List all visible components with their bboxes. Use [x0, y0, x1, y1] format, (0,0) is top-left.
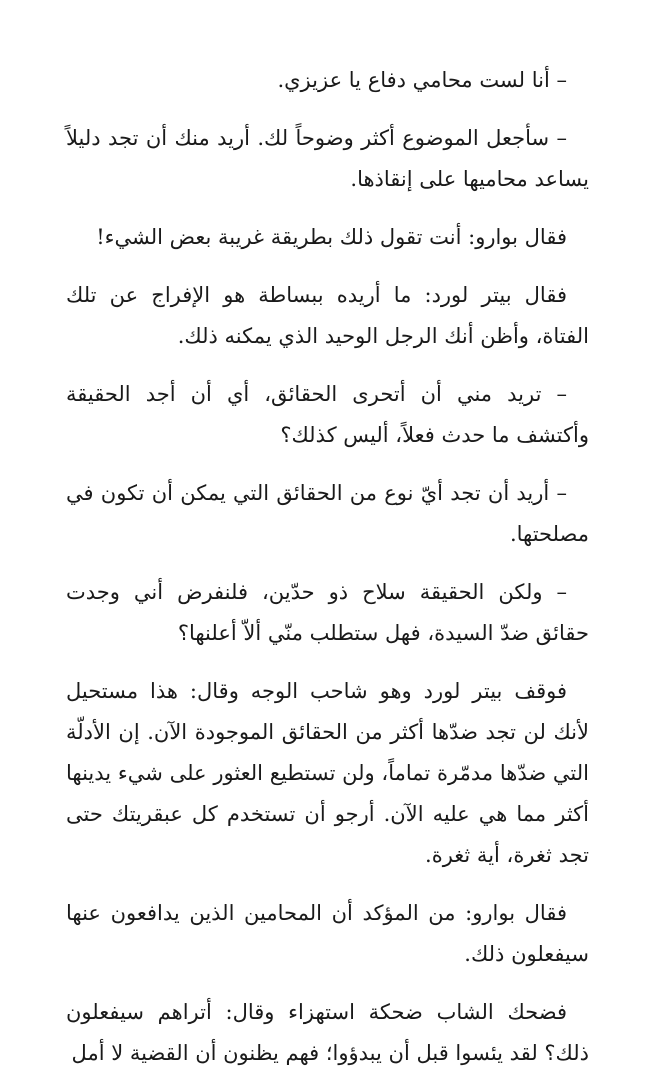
paragraph-5: – تريد مني أن أتحرى الحقائق، أي أن أجد الحقيقة وأكتشف ما حدث فعلاً، أليس كذلك؟ [66, 382, 589, 447]
paragraph-6: – أريد أن تجد أيّ نوع من الحقائق التي يمكن أن تكون في مصلحتها. [66, 481, 589, 546]
paragraph-8: فوقف بيتر لورد وهو شاحب الوجه وقال: هذا مستحيل لأنك لن تجد ضدّها أكثر من الحقائق الموجودة الآن. إن الأدلّة التي ضدّها مدمّرة تماماً، ولن تستطيع العثور على شيء يدينها أكثر مما هي عليه الآن. أرجو أن تستخدم كل عبقريتك حتى تجد ثغرة، أية ثغرة. [66, 679, 589, 867]
paragraph-2: – سأجعل الموضوع أكثر وضوحاً لك. أريد منك أن تجد دليلاً يساعد محاميها على إنقاذها. [66, 126, 589, 191]
paragraph-10: فضحك الشاب ضحكة استهزاء وقال: أتراهم سيفعلون ذلك؟ لقد يئسوا قبل أن يبدؤوا؛ فهم يظنون أن القضية لا أمل [66, 1000, 589, 1065]
paragraph-4: فقال بيتر لورد: ما أريده ببساطة هو الإفراج عن تلك الفتاة، وأظن أنك الرجل الوحيد الذي يمكنه ذلك. [66, 283, 589, 348]
paragraph-3: فقال بوارو: أنت تقول ذلك بطريقة غريبة بعض الشيء! [96, 225, 567, 249]
paragraph-9: فقال بوارو: من المؤكد أن المحامين الذين يدافعون عنها سيفعلون ذلك. [66, 901, 589, 966]
paragraph-7: – ولكن الحقيقة سلاح ذو حدّين، فلنفرض أني وجدت حقائق ضدّ السيدة، فهل ستطلب منّي ألاّ أعلنها؟ [66, 580, 589, 645]
paragraph-1: – أنا لست محامي دفاع يا عزيزي. [277, 68, 567, 92]
